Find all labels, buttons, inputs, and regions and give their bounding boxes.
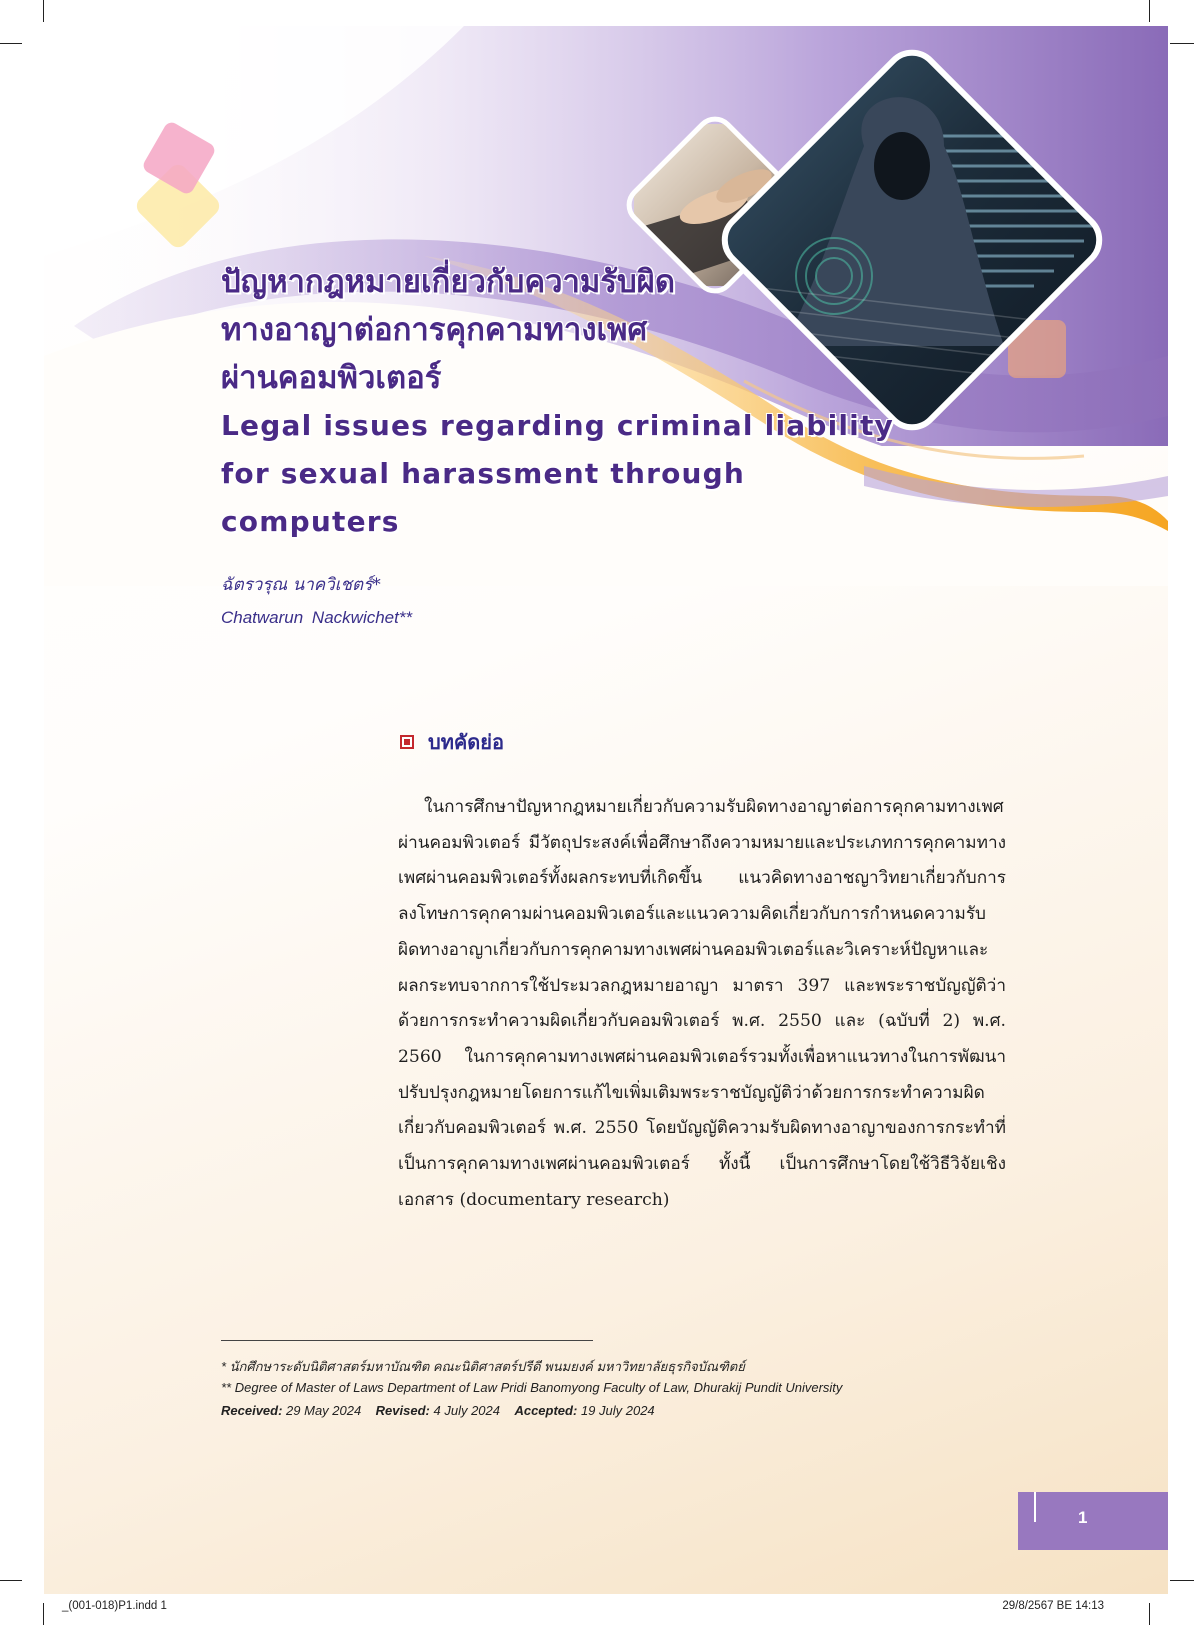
article-title [221, 258, 941, 546]
abstract-body: ในการศึกษาปัญหากฎหมายเกี่ยวกับความรับผิดทางอาญาต่อการคุกคามทางเพศผ่านคอมพิวเตอร์ มีวัตถุประสงค์เพื่อศึกษาถึงความหมายและประเภทการคุกคามทางเพศผ่านคอมพิวเตอร์ทั้งผลกระทบที่เกิดขึ้น แนวคิดทางอาชญาวิทยาเกี่ยวกับการลงโทษการคุกคามผ่านคอมพิวเตอร์และแนวความคิดเกี่ยวกับการกำหนดความรับผิดทางอาญาเกี่ยวกับการคุกคามทางเพศผ่านคอมพิวเตอร์และวิเคราะห์ปัญหาและผลกระทบจากการใช้ประมวลกฎหมายอาญา มาตรา 397 และพระราชบัญญัติว่าด้วยการกระทำความผิดเกี่ยวกับคอมพิวเตอร์ พ.ศ. 2550 และ (ฉบับที่ 2) พ.ศ. 2560 ในการคุกคามทางเพศผ่านคอมพิวเตอร์รวมทั้งเพื่อหาแนวทางในการพัฒนาปรับปรุงกฎหมายโดยการแก้ไขเพิ่มเติมพระราชบัญญัติว่าด้วยการกระทำความผิดเกี่ยวกับคอมพิวเตอร์ พ.ศ. 2550 โดยบัญญัติความรับผิดทางอาญาของการกระทำที่เป็นการคุกคามทางเพศผ่านคอมพิวเตอร์ ทั้งนี้ เป็นการศึกษาโดยใช้วิธีวิจัยเชิงเอกสาร (documentary research) [398, 797, 1006, 1210]
revised-date: 4 July 2024 [433, 1403, 500, 1418]
page-number-tab [1018, 1492, 1168, 1550]
crop-mark [1149, 0, 1150, 22]
footnote-2: ** Degree of Master of Laws Department of Law Pridi Banomyong Faculty of Law, Dhurakij Pundit University [221, 1380, 843, 1395]
received-label: Received: [221, 1403, 283, 1418]
print-slug-file: _(001-018)P1.indd 1 [62, 1600, 167, 1612]
crop-mark [0, 1580, 22, 1581]
crop-mark [1149, 1603, 1150, 1625]
accepted-label: Accepted: [514, 1403, 578, 1418]
crop-mark [1170, 1580, 1194, 1581]
crop-mark [1170, 43, 1194, 44]
accepted-date: 19 July 2024 [580, 1403, 655, 1418]
author-name-english: Chatwarun Nackwichet** [221, 608, 413, 627]
print-slug-timestamp: 29/8/2567 BE 14:13 [1002, 1600, 1104, 1612]
page-number: 1 [1078, 1508, 1088, 1527]
abstract-heading-label: บทคัดย่อ [428, 730, 504, 754]
crop-mark [0, 43, 22, 44]
title-thai-line: ทางอาญาต่อการคุกคามทางเพศ [221, 312, 648, 348]
title-english-line: computers [221, 505, 400, 538]
page-number-divider [1034, 1492, 1036, 1522]
received-date: 29 May 2024 [286, 1403, 362, 1418]
crop-mark [43, 1603, 44, 1625]
revised-label: Revised: [375, 1403, 430, 1418]
journal-page [44, 26, 1168, 1594]
title-thai-line: ผ่านคอมพิวเตอร์ [221, 360, 442, 396]
author-name-thai: ฉัตรวรุณ นาควิเชตร์* [221, 575, 381, 595]
footnote-1: * นักศึกษาระดับนิติศาสตร์มหาบัณฑิต คณะนิติศาสตร์ปรีดี พนมยงค์ มหาวิทยาลัยธุรกิจบัณฑิตย์ [221, 1359, 745, 1374]
publication-dates [221, 1403, 655, 1418]
title-english-line: for sexual harassment through [221, 457, 746, 490]
title-thai-line: ปัญหากฎหมายเกี่ยวกับความรับผิด [221, 264, 675, 300]
crop-mark [43, 0, 44, 22]
footnote-divider [221, 1340, 593, 1341]
square-bullet-icon [400, 735, 414, 749]
abstract-heading [400, 726, 504, 758]
title-english-line: Legal issues regarding criminal liability [221, 409, 895, 442]
